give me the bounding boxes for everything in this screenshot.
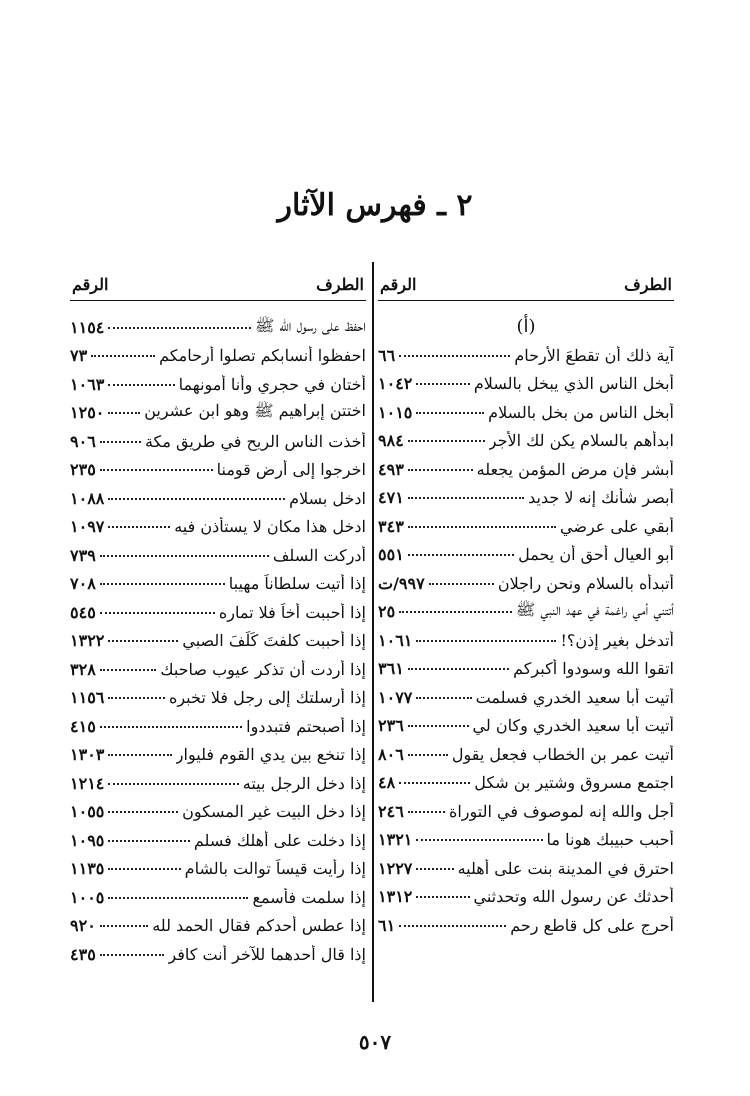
dot-leader	[408, 724, 469, 727]
index-entry	[70, 541, 366, 570]
number-header: الرقم	[380, 275, 417, 294]
dot-leader	[108, 867, 180, 870]
entry-number: ٢٣٥	[70, 460, 96, 480]
index-entry	[378, 911, 674, 940]
index-entry	[70, 798, 366, 827]
entry-term: إذا دخل البيت غير المسكون	[182, 802, 366, 822]
dot-leader	[108, 326, 251, 329]
index-entry	[378, 854, 674, 883]
entry-term: آية ذلك أن تقطعَ الأرحام	[514, 345, 674, 365]
entry-term: أحدثك عن رسول الله وتحدثني	[473, 887, 674, 907]
dot-leader	[100, 953, 165, 956]
entry-number: ١٠٦٣	[70, 374, 105, 394]
index-entry	[378, 455, 674, 484]
dot-leader	[108, 411, 140, 414]
index-column-right	[378, 266, 674, 940]
index-entry	[70, 883, 366, 912]
entry-number: ١٠٧٧	[378, 687, 413, 707]
index-entry	[70, 484, 366, 513]
entry-term: أخذت الناس الريح في طريق مكة	[144, 431, 366, 451]
entry-term: إذا قال أحدهما للآخر أنت كافر	[168, 944, 366, 964]
index-entry	[378, 883, 674, 912]
entry-number: ٧٣٩	[70, 545, 96, 565]
index-entry	[70, 313, 366, 342]
dot-leader	[408, 439, 485, 442]
entry-number: ١٠٩٧	[70, 517, 105, 537]
index-entry	[70, 912, 366, 941]
entry-number: ١٠٠٥	[70, 887, 105, 907]
page-number: ٥٠٧	[358, 1030, 392, 1054]
entry-term: إذا دخلت على أهلك فسلم	[193, 830, 366, 850]
dot-leader	[416, 867, 453, 870]
index-entry	[378, 484, 674, 513]
index-entry	[70, 513, 366, 542]
entry-term: احفظوا أنسابكم تصلوا أرحامكم	[159, 346, 366, 366]
entry-term: أبخل الناس من بخل بالسلام	[488, 402, 674, 422]
entry-number: ٥٤٥	[70, 602, 96, 622]
index-entry	[378, 826, 674, 855]
dot-leader	[408, 496, 524, 499]
dot-leader	[100, 582, 225, 585]
entry-list	[70, 301, 366, 969]
index-entry	[70, 370, 366, 399]
entry-number: ٤٩٣	[378, 459, 404, 479]
column-header	[378, 266, 674, 301]
term-header: الطرف	[624, 275, 672, 294]
dot-leader	[108, 810, 178, 813]
entry-term: إذا تنخع بين يدي القوم فليوار	[175, 745, 366, 765]
entry-term: إذا رأيت قيساً توالت بالشام	[184, 859, 366, 879]
entry-number: ٩٨٤	[378, 431, 404, 451]
index-entry	[70, 342, 366, 371]
dot-leader	[108, 696, 165, 699]
entry-number: ٩٢٠	[70, 916, 96, 936]
entry-number: ٤٨	[378, 773, 396, 793]
dot-leader	[416, 838, 542, 841]
entry-term: اتقوا الله وسودوا أكبركم	[513, 659, 674, 679]
index-entry	[378, 740, 674, 769]
entry-number: ١٠٦١	[378, 630, 413, 650]
entry-term: أتدخل بغير إذن؟!	[560, 630, 674, 650]
entry-term: أتيت عمر بن الخطاب فجعل يقول	[451, 744, 674, 764]
index-entry	[70, 684, 366, 713]
dot-leader	[399, 610, 512, 613]
index-entry	[378, 512, 674, 541]
entry-term: أبشر فإن مرض المؤمن يجعله	[476, 459, 674, 479]
dot-leader	[408, 525, 556, 528]
entry-number: ٧٠٨	[70, 574, 96, 594]
index-entry	[70, 427, 366, 456]
entry-term: اجتمع مسروق وشتير بن شكل	[474, 773, 674, 793]
dot-leader	[408, 468, 473, 471]
entry-list	[378, 301, 674, 940]
entry-term: أتتني أمي راغمة في عهد النبي ﷺ	[515, 600, 674, 620]
entry-term: أتبدأه بالسلام ونحن راجلان	[497, 573, 674, 593]
dot-leader	[429, 582, 494, 585]
entry-term: أبقي على عرضي	[560, 516, 674, 536]
index-entry	[70, 399, 366, 428]
dot-leader	[108, 753, 171, 756]
dot-leader	[108, 839, 190, 842]
entry-number: ٥٥١	[378, 545, 404, 565]
index-entry	[70, 627, 366, 656]
entry-term: اخرجوا إلى أرض قومنا	[216, 460, 366, 480]
dot-leader	[408, 553, 514, 556]
entry-number: ١٢١٤	[70, 773, 105, 793]
entry-number: ١٠٨٨	[70, 488, 105, 508]
dot-leader	[108, 383, 174, 386]
index-entry	[378, 341, 674, 370]
entry-term: أبو العيال أحق أن يحمل	[518, 545, 674, 565]
entry-number: ١٣١٢	[378, 887, 413, 907]
entry-number: ١٠١٥	[378, 402, 413, 422]
dot-leader	[91, 354, 155, 357]
entry-term: أحرج على كل قاطع رحم	[510, 915, 674, 935]
entry-term: إذا سلمت فأسمع	[252, 887, 366, 907]
index-entry	[378, 598, 674, 627]
entry-term: ابدأهم بالسلام يكن لك الأجر	[488, 431, 674, 451]
dot-leader	[100, 668, 157, 671]
column-divider	[372, 262, 374, 1002]
entry-term: ادخل هذا مكان لا يستأذن فيه	[174, 517, 366, 537]
dot-leader	[100, 440, 141, 443]
index-entry	[70, 826, 366, 855]
entry-number: ٤٧١	[378, 488, 404, 508]
entry-number: ٢٣٦	[378, 716, 404, 736]
section-letter: (أ)	[516, 316, 536, 337]
entry-term: احترق في المدينة بنت على أهليه	[457, 858, 674, 878]
dot-leader	[100, 554, 269, 557]
index-entry	[378, 569, 674, 598]
page-title: ٢ ـ فهرس الآثار	[277, 188, 473, 223]
entry-term: أختان في حجري وأنا أمونهما	[178, 374, 366, 394]
index-column-left	[70, 266, 366, 969]
entry-number: ١١٥٤	[70, 317, 105, 337]
dot-leader	[416, 411, 484, 414]
entry-term: أتيت أبا سعيد الخدري فسلمت	[475, 687, 674, 707]
entry-number: ٢٤٦	[378, 801, 404, 821]
entry-term: أجل والله إنه لموصوف في التوراة	[448, 801, 674, 821]
number-header: الرقم	[72, 275, 109, 294]
entry-term: أتيت أبا سعيد الخدري وكان لي	[472, 716, 674, 736]
entry-number: ١١٥٦	[70, 688, 105, 708]
entry-number: ٣٦١	[378, 659, 404, 679]
entry-term: إذا أصبحتم فتبددوا	[246, 716, 366, 736]
entry-term: إذا عطس أحدكم فقال الحمد لله	[152, 916, 366, 936]
index-entry	[378, 712, 674, 741]
entry-term: إذا أحببت كلفتَ كَلَفَ الصبي	[182, 631, 366, 651]
dot-leader	[100, 924, 148, 927]
entry-term: احفظ على رسول الله ﷺ	[255, 315, 366, 335]
entry-number: ١١٣٥	[70, 859, 105, 879]
dot-leader	[108, 525, 170, 528]
index-entry	[378, 626, 674, 655]
index-entry	[378, 427, 674, 456]
index-entry	[378, 370, 674, 399]
entry-number: ١٣٢١	[378, 830, 413, 850]
entry-number: ٣٢٨	[70, 659, 96, 679]
entry-number: ٤٣٥	[70, 944, 96, 964]
index-entry	[70, 712, 366, 741]
entry-number: ٢٥	[378, 602, 396, 622]
index-entry	[70, 456, 366, 485]
dot-leader	[408, 667, 509, 670]
entry-number: ١٠٩٥	[70, 830, 105, 850]
entry-term: إذا دخل الرجل بيته	[242, 773, 366, 793]
entry-number: ١٠٥٥	[70, 802, 105, 822]
entry-term: إذا أرسلتك إلى رجل فلا تخبره	[168, 688, 366, 708]
entry-term: أبصر شأنك إنه لا جديد	[528, 488, 674, 508]
dot-leader	[408, 753, 448, 756]
dot-leader	[416, 639, 556, 642]
entry-term: إذا أحببت أخاً فلا تماره	[218, 602, 366, 622]
entry-number: ٦٦	[378, 345, 396, 365]
entry-number: ٣٤٣	[378, 516, 404, 536]
dot-leader	[108, 639, 178, 642]
entry-number: ١٣٠٣	[70, 745, 105, 765]
entry-term: ادخل بسلام	[289, 488, 366, 508]
index-entry	[70, 598, 366, 627]
entry-number: ٩٠٦	[70, 431, 96, 451]
index-entry	[378, 683, 674, 712]
entry-number: ١٢٥٠	[70, 403, 105, 423]
entry-term: أدركت السلف	[272, 545, 366, 565]
entry-term: أحبب حبيبك هونا ما	[546, 830, 674, 850]
index-entry	[70, 940, 366, 969]
dot-leader	[416, 382, 469, 385]
entry-term: إذا أتيت سلطاناً مهيبا	[228, 574, 366, 594]
dot-leader	[108, 782, 238, 785]
dot-leader	[416, 696, 471, 699]
entry-term: إذا أردت أن تذكر عيوب صاحبك	[160, 659, 366, 679]
entry-number: ٤١٥	[70, 716, 96, 736]
index-entry	[378, 541, 674, 570]
dot-leader	[399, 924, 506, 927]
index-entry	[70, 570, 366, 599]
index-entry	[70, 655, 366, 684]
dot-leader	[399, 781, 470, 784]
entry-term: اختتن إبراهيم ﷺ وهو ابن عشرين	[144, 401, 366, 421]
index-entry	[70, 741, 366, 770]
dot-leader	[100, 725, 242, 728]
index-entry	[378, 655, 674, 684]
index-entry	[378, 769, 674, 798]
dot-leader	[416, 895, 469, 898]
index-entry	[70, 769, 366, 798]
index-entry	[378, 797, 674, 826]
column-header	[70, 266, 366, 301]
dot-leader	[108, 497, 285, 500]
index-entry	[378, 398, 674, 427]
entry-number: ٨٠٦	[378, 744, 404, 764]
entry-term: أبخل الناس الذي يبخل بالسلام	[473, 374, 674, 394]
dot-leader	[100, 468, 213, 471]
dot-leader	[108, 896, 248, 899]
entry-number: ١٣٢٢	[70, 631, 105, 651]
dot-leader	[100, 611, 215, 614]
entry-number: ٧٣	[70, 346, 88, 366]
dot-leader	[408, 810, 445, 813]
index-entry	[70, 855, 366, 884]
entry-number: ١٠٤٢	[378, 374, 413, 394]
dot-leader	[399, 354, 510, 357]
term-header: الطرف	[316, 275, 364, 294]
entry-number: ٩٩٧/ت	[378, 573, 425, 593]
entry-number: ١٢٢٧	[378, 858, 413, 878]
entry-number: ٦١	[378, 915, 396, 935]
